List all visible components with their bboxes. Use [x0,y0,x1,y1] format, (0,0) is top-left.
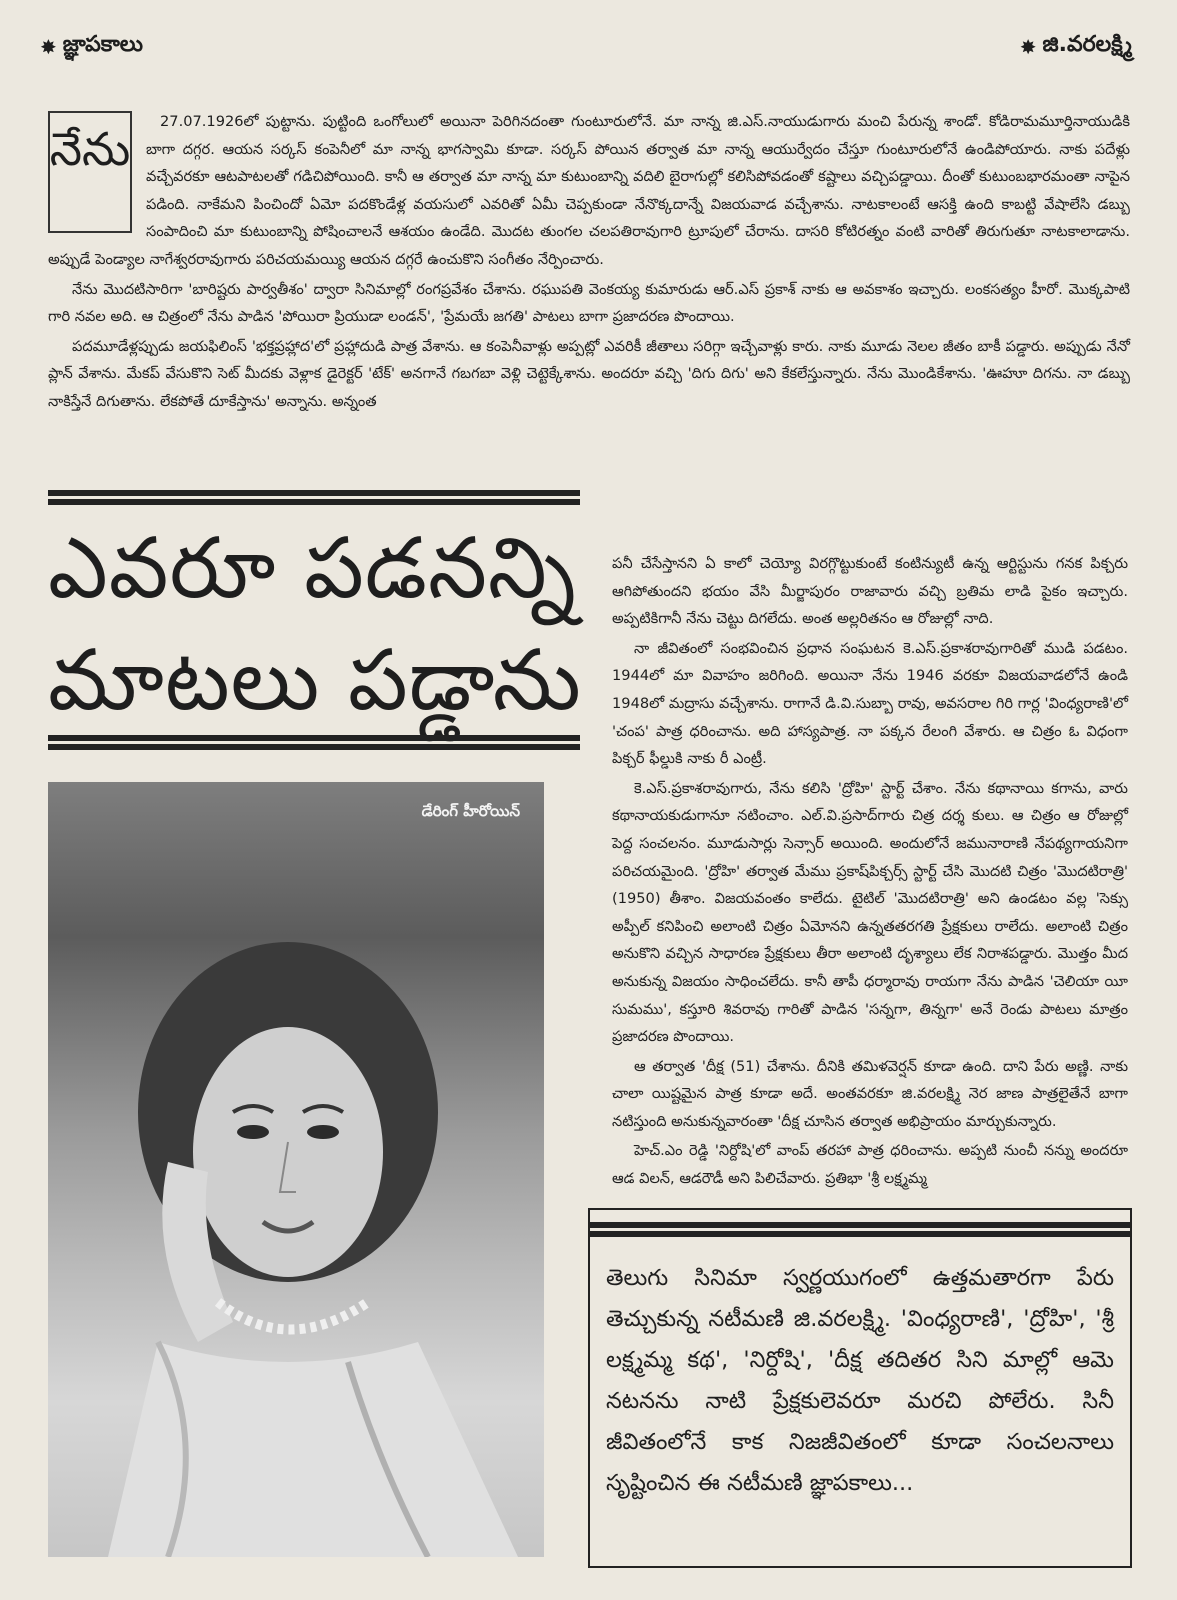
dropcap-box: నేను [48,111,132,233]
pullquote-box [588,1208,1132,1568]
star-ornament-icon: ✸ [40,35,57,59]
column-paragraph: నా జీవితంలో సంభవించిన ప్రధాన సంఘటన కె.ఎస్.ప్రకాశరావుగారితో ముడి పడటం. 1944లో మా వివాహం జరిగింది. అయినా నేను 1946 వరకూ విజయవాడలోనే ఉండి 1948లో మద్రాసు వచ్చేశాను. రాగానే డి.వి.సుబ్బా రావు, అవసరాల గిరి గార్ల 'వింధ్యరాణి'లో 'చంప' పాత్ర ధరించాను. అది హాస్యపాత్ర. నా పక్కన రేలంగి వేశారు. ఆ చిత్రం ఓ విధంగా పిక్చర్ ఫీల్డుకి నాకు రీ ఎంట్రీ. [612,639,1128,768]
headline-rule-top [48,490,580,508]
headline-rule-bottom [48,735,580,753]
portrait-illustration [48,782,544,1557]
column-paragraph: కె.ఎస్.ప్రకాశరావుగారు, నేను కలిసి 'ద్రోహి' స్టార్ట్ చేశాం. నేను కథానాయి కగాను, వారు కథానాయకుడుగానూ నటించాం. ఎల్.వి.ప్రసాద్‌గారు చిత్ర దర్శ కులు. ఆ చిత్రం ఆ రోజుల్లో పెద్ద సంచలనం. మూడుసార్లు సెన్సార్ అయింది. అందులోనే జమునారాణి నేపథ్యగాయనిగా పరిచయమైంది. 'ద్రోహి' తర్వాత మేము ప్రకాష్‌పిక్చర్స్ స్టార్ట్ చేసి మొదటి చిత్రం 'మొదటిరాత్రి' (1950) తీశాం. విజయవంతం కాలేదు. టైటిల్ 'మొదటిరాత్రి' అని ఉండటం వల్ల 'సెక్సు అప్పీల్ కనిపించి అలాంటి చిత్రం ఏమోనని ఉన్నతతరగతి ప్రేక్షకులు రాలేదు. అలాంటి చిత్రం అనుకొని వచ్చిన సాధారణ ప్రేక్షకులు తీరా అలాంటి దృశ్యాలు లేక నిరాశపడ్డారు. మొత్తం మీద అనుకున్న విజయం సాధించలేదు. కానీ తాపీ ధర్మారావు రాయగా నేను పాడిన 'చెలియా యీ సుమము', కస్తూరి శివరావు గారితో పాడిన 'సన్నగా, తిన్నగా' అనే రెండు పాటలు మాత్రం ప్రజాదరణ పొందాయి. [612,779,1128,1046]
intro-paragraph: 27.07.1926లో పుట్టాను. పుట్టింది ఒంగోలులో అయినా పెరిగినదంతా గుంటూరులోనే. మా నాన్న జి.ఎస్.నాయుడుగారు మంచి పేరున్న శాండో. కోడిరామమూర్తినాయుడికి బాగా దగ్గర. ఆయన సర్కస్ కంపెనీలో మా నాన్న భాగస్వామి కూడా. సర్కస్ పోయిన తర్వాత మా నాన్న ఆయుర్వేదం చేస్తూ గుంటూరులోనే ఉండిపోయారు. నాకు పదేళ్లు వచ్చేవరకూ ఆటపాటలతో గడిచిపోయింది. కానీ ఆ తర్వాత మా నాన్న మా కుటుంబాన్ని వదిలి బైరాగుల్లో కలిసిపోవడంతో కష్టాలు వచ్చిపడ్డాయి. దీంతో కుటుంబభారమంతా నాపైన పడింది. నాకేమని పించిందో ఏమో పదకొండేళ్ల వయసులో ఎవరితో ఏమీ చెప్పకుండా నేనొక్కదాన్నే విజయవాడ వచ్చేశాను. నాటకాలంటే ఆసక్తి ఉంది కాబట్టి వేషాలేసి డబ్బు సంపాదించి మా కుటుంబాన్ని పోషించాలనే ఆశయం ఉండేది. మొదట తుంగల చలపతిరావుగారి ట్రూపులో చేరాను. దాసరి కోటిరత్నం వంటి వారితో తిరుగుతూ నాటకాలాడాను. అప్పుడే పెండ్యాల నాగేశ్వరరావుగారు పరిచయమయ్యి ఆయన దగ్గరే ఉంచుకొని సంగీతం నేర్పించారు. [48,113,1130,268]
intro-paragraph: నేను మొదటిసారిగా 'బారిష్టరు పార్వతీశం' ద్వారా సినిమాల్లో రంగప్రవేశం చేశాను. రఘుపతి వెంకయ్య కుమారుడు ఆర్.ఎస్ ప్రకాశ్ నాకు ఆ అవకాశం ఇచ్చారు. లంకసత్యం హీరో. మొక్కపాటి గారి నవల అది. ఆ చిత్రంలో నేను పాడిన 'పోయిరా ప్రియుడా లండన్', 'ప్రేమయే జగతి' పాటలు బాగా ప్రజాదరణ పొందాయి. [48,280,1130,326]
column-paragraph: ఆ తర్వాత 'దీక్ష (51) చేశాను. దీనికి తమిళవెర్షన్ కూడా ఉంది. దాని పేరు అణ్ణి. నాకు చాలా యిష్టమైన పాత్ర కూడా అదే. అంతవరకూ జి.వరలక్ష్మి నెర జాణ పాత్రలైతేనే బాగా నటిస్తుంది అనుకున్నవారంతా 'దీక్ష చూసిన తర్వాత అభిప్రాయం మార్చుకున్నారు. [612,1057,1128,1130]
column-paragraph: హెచ్.ఎం రెడ్డి 'నిర్దోషి'లో వాంప్ తరహా పాత్ర ధరించాను. అప్పటి నుంచీ నన్ను అందరూ ఆడ విలన్, ఆడరౌడీ అని పిలిచేవారు. ప్రతిభా 'శ్రీ లక్ష్మమ్మ [612,1142,1128,1188]
headline [48,512,588,736]
actress-photo [48,782,544,1557]
star-ornament-icon: ✸ [1019,35,1037,59]
headline-line: మాటలు పడ్డాను [48,631,582,729]
author-label: జి.వరలక్ష్మి [1042,32,1132,57]
right-column [612,550,1128,1195]
author-header [1020,30,1132,64]
pullquote-text: తెలుగు సినిమా స్వర్ణయుగంలో ఉత్తమతారగా పేరు తెచ్చుకున్న నటీమణి జి.వరలక్ష్మి. 'వింధ్యరాణి', 'ద్రోహి', 'శ్రీ లక్ష్మమ్మ కథ', 'నిర్దోషి', 'దీక్ష తదితర సిని మాల్లో ఆమె నటనను నాటి ప్రేక్షకులెవరూ మరచి పోలేరు. సినీ జీవితంలోనే కాక నిజజీవితంలో కూడా సంచలనాలు సృష్టించిన ఈ నటీమణి జ్ఞాపకాలు... [606,1265,1114,1496]
intro-paragraph: పదమూడేళ్లప్పుడు జయఫిలింస్ 'భక్తప్రహ్లాద'లో ప్రహ్లాదుడి పాత్ర వేశాను. ఆ కంపెనీవాళ్లు అప్పట్లో ఎవరికీ జీతాలు సరిగ్గా ఇచ్చేవాళ్లు కారు. నాకు మూడు నెలల జీతం బాకీ పడ్డారు. అప్పుడు నేనో ప్లాన్ వేశాను. మేకప్ వేసుకొని సెట్ మీదకు వెళ్లాక డైరెక్టర్ 'టేక్' అనగానే గబగబా వెళ్లి చెట్టెక్కేశాను. అందరూ వచ్చి 'దిగు దిగు' అని కేకలేస్తున్నారు. నేను మొండికేశాను. 'ఊహూ దిగను. నా డబ్బు నాకిస్తేనే దిగుతాను. లేకపోతే దూకేస్తాను' అన్నాను. అన్నంత [48,337,1130,410]
headline-line: ఎవరూ పడనన్ని [48,519,577,617]
pullquote-rule [590,1231,1130,1237]
intro-text [48,108,1130,418]
section-label: జ్ఞాపకాలు [62,32,144,57]
photo-caption: డేరింగ్ హీరోయిన్ [421,802,520,820]
pullquote-rule [590,1222,1130,1228]
section-header [40,30,143,64]
column-paragraph: పనీ చేసేస్తానని ఏ కాలో చెయ్యో విరగ్గొట్టుకుంటే కంటిన్యుటీ ఉన్న ఆర్టిస్టును గనక పిక్చరు ఆగిపోతుందని భయం వేసి మీర్జాపురం రాజావారు వచ్చి బ్రతిమ లాడి పైకం ఇచ్చారు. అప్పటికిగానీ నేను చెట్టు దిగలేదు. అంత అల్లరితనం ఆ రోజుల్లో నాది. [612,555,1128,628]
